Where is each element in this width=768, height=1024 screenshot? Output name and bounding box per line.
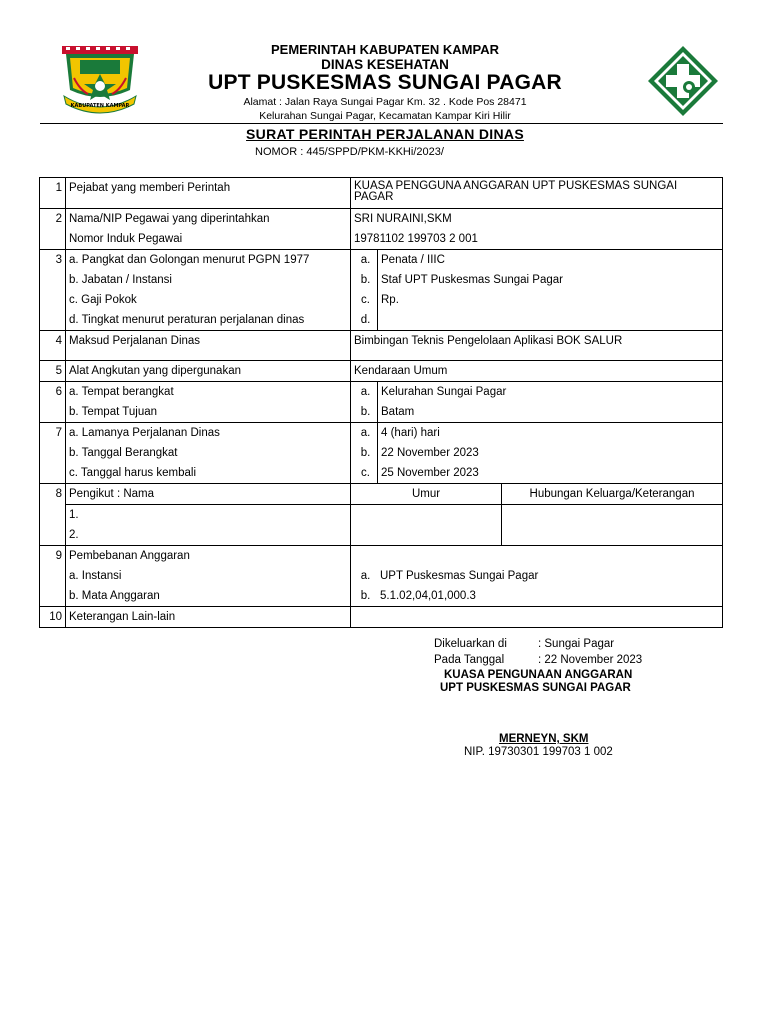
row-label: Maksud Perjalanan Dinas — [69, 335, 201, 347]
item-letter: c. — [361, 467, 370, 479]
header-address: Alamat : Jalan Raya Sungai Pagar Km. 32 . Kode Pos 28471 — [243, 96, 527, 108]
table-row — [40, 607, 723, 628]
row-number: 7 — [55, 427, 62, 439]
row-label: a. Lamanya Perjalanan Dinas — [69, 427, 220, 439]
kabupaten-kampar-logo — [58, 44, 142, 116]
item-letter: b. — [360, 447, 371, 459]
issued-date-value: : 22 November 2023 — [538, 654, 643, 666]
purpose-value: Bimbingan Teknis Pengelolaan Aplikasi BOK SALUR — [354, 335, 623, 347]
signatory-nip: NIP. 19730301 199703 1 002 — [464, 746, 613, 758]
item-letter: a. — [360, 254, 371, 266]
item-letter: b. — [360, 406, 371, 418]
table-row — [40, 178, 723, 209]
row-label: c. Tanggal harus kembali — [69, 467, 196, 479]
row-label: a. Pangkat dan Golongan menurut PGPN 1977 — [69, 254, 310, 266]
signatory-institution: UPT PUSKESMAS SUNGAI PAGAR — [440, 682, 631, 694]
departure-date: 22 November 2023 — [381, 447, 479, 459]
budget-account: 5.1.02,04,01,000.3 — [380, 590, 476, 602]
row-number: 4 — [55, 335, 62, 347]
header-government: PEMERINTAH KABUPATEN KAMPAR — [271, 42, 499, 57]
logo-caption: KABUPATEN KAMPAR — [70, 103, 130, 109]
column-header-age: Umur — [351, 484, 501, 505]
row-label: a. Instansi — [69, 570, 122, 582]
issued-date-label: Pada Tanggal — [434, 654, 505, 666]
follower-item: 1. — [69, 509, 79, 521]
signatory-title: KUASA PENGUNAAN ANGGARAN — [444, 669, 633, 681]
row-label: d. Tingkat menurut peraturan perjalanan dinas — [69, 314, 305, 326]
row-label: Pengikut : Nama — [66, 484, 350, 505]
position-value: Staf UPT Puskesmas Sungai Pagar — [381, 274, 563, 286]
employee-name: SRI NURAINI,SKM — [354, 213, 452, 225]
row-number: 10 — [49, 611, 62, 623]
row-label: c. Gaji Pokok — [69, 294, 137, 306]
transport-value: Kendaraan Umum — [354, 365, 448, 377]
row-label: Pembebanan Anggaran — [69, 550, 190, 562]
table-row — [40, 423, 723, 484]
rank-value: Penata / IIIC — [381, 254, 445, 266]
destination-place: Batam — [381, 406, 415, 418]
item-letter: b. — [360, 590, 371, 602]
item-letter: d. — [360, 314, 371, 326]
row-number: 3 — [55, 254, 62, 266]
table-row — [40, 484, 723, 546]
row-label: Pejabat yang memberi Perintah — [69, 182, 231, 194]
puskesmas-logo — [646, 44, 720, 118]
row-label: b. Mata Anggaran — [69, 590, 160, 602]
budget-agency: UPT Puskesmas Sungai Pagar — [380, 570, 539, 582]
document-number: NOMOR : 445/SPPD/PKM-KKHi/2023/ — [255, 146, 444, 158]
document-title: SURAT PERINTAH PERJALANAN DINAS — [246, 126, 524, 142]
employee-nip: 19781102 199703 2 001 — [354, 233, 478, 245]
header-subdistrict: Kelurahan Sungai Pagar, Kecamatan Kampar Kiri Hilir — [259, 110, 511, 122]
table-row — [40, 361, 723, 382]
table-row — [40, 382, 723, 423]
duration-value: 4 (hari) hari — [381, 427, 440, 439]
table-row — [40, 546, 723, 607]
item-letter: a. — [360, 427, 371, 439]
sppd-table — [39, 177, 723, 628]
row-number: 6 — [55, 386, 62, 398]
row-label: b. Jabatan / Instansi — [69, 274, 172, 286]
row-label: b. Tempat Tujuan — [69, 406, 158, 418]
row-number: 5 — [55, 365, 62, 377]
issued-at-value: : Sungai Pagar — [538, 638, 615, 650]
salary-value: Rp. — [381, 294, 399, 306]
item-letter: c. — [361, 294, 370, 306]
issued-at-label: Dikeluarkan di — [434, 638, 507, 650]
item-letter: a. — [360, 386, 371, 398]
column-header-relation: Hubungan Keluarga/Keterangan — [502, 484, 722, 505]
departure-place: Kelurahan Sungai Pagar — [381, 386, 507, 398]
follower-item: 2. — [69, 529, 79, 541]
header-institution: UPT PUSKESMAS SUNGAI PAGAR — [208, 71, 562, 94]
row-number: 9 — [55, 550, 62, 562]
return-date: 25 November 2023 — [381, 467, 479, 479]
row-value: KUASA PENGGUNA ANGGARAN UPT PUSKESMAS SUNGAI PAGAR — [354, 180, 678, 203]
row-number: 8 — [55, 488, 62, 500]
row-label: Nomor Induk Pegawai — [69, 233, 183, 245]
header-department: DINAS KESEHATAN — [321, 57, 449, 72]
table-row — [40, 209, 723, 250]
item-letter: b. — [360, 274, 371, 286]
travel-level-value — [378, 310, 722, 330]
row-label: Alat Angkutan yang dipergunakan — [69, 365, 241, 377]
row-number: 2 — [55, 213, 62, 225]
row-number: 1 — [55, 182, 62, 194]
row-label: a. Tempat berangkat — [69, 386, 174, 398]
item-letter: a. — [360, 570, 371, 582]
row-label: Keterangan Lain-lain — [69, 611, 176, 623]
table-row — [40, 250, 723, 331]
row-label: b. Tanggal Berangkat — [69, 447, 178, 459]
signatory-name: MERNEYN, SKM — [499, 733, 589, 745]
row-label: Nama/NIP Pegawai yang diperintahkan — [69, 213, 270, 225]
header-divider — [40, 123, 723, 124]
table-row — [40, 331, 723, 361]
